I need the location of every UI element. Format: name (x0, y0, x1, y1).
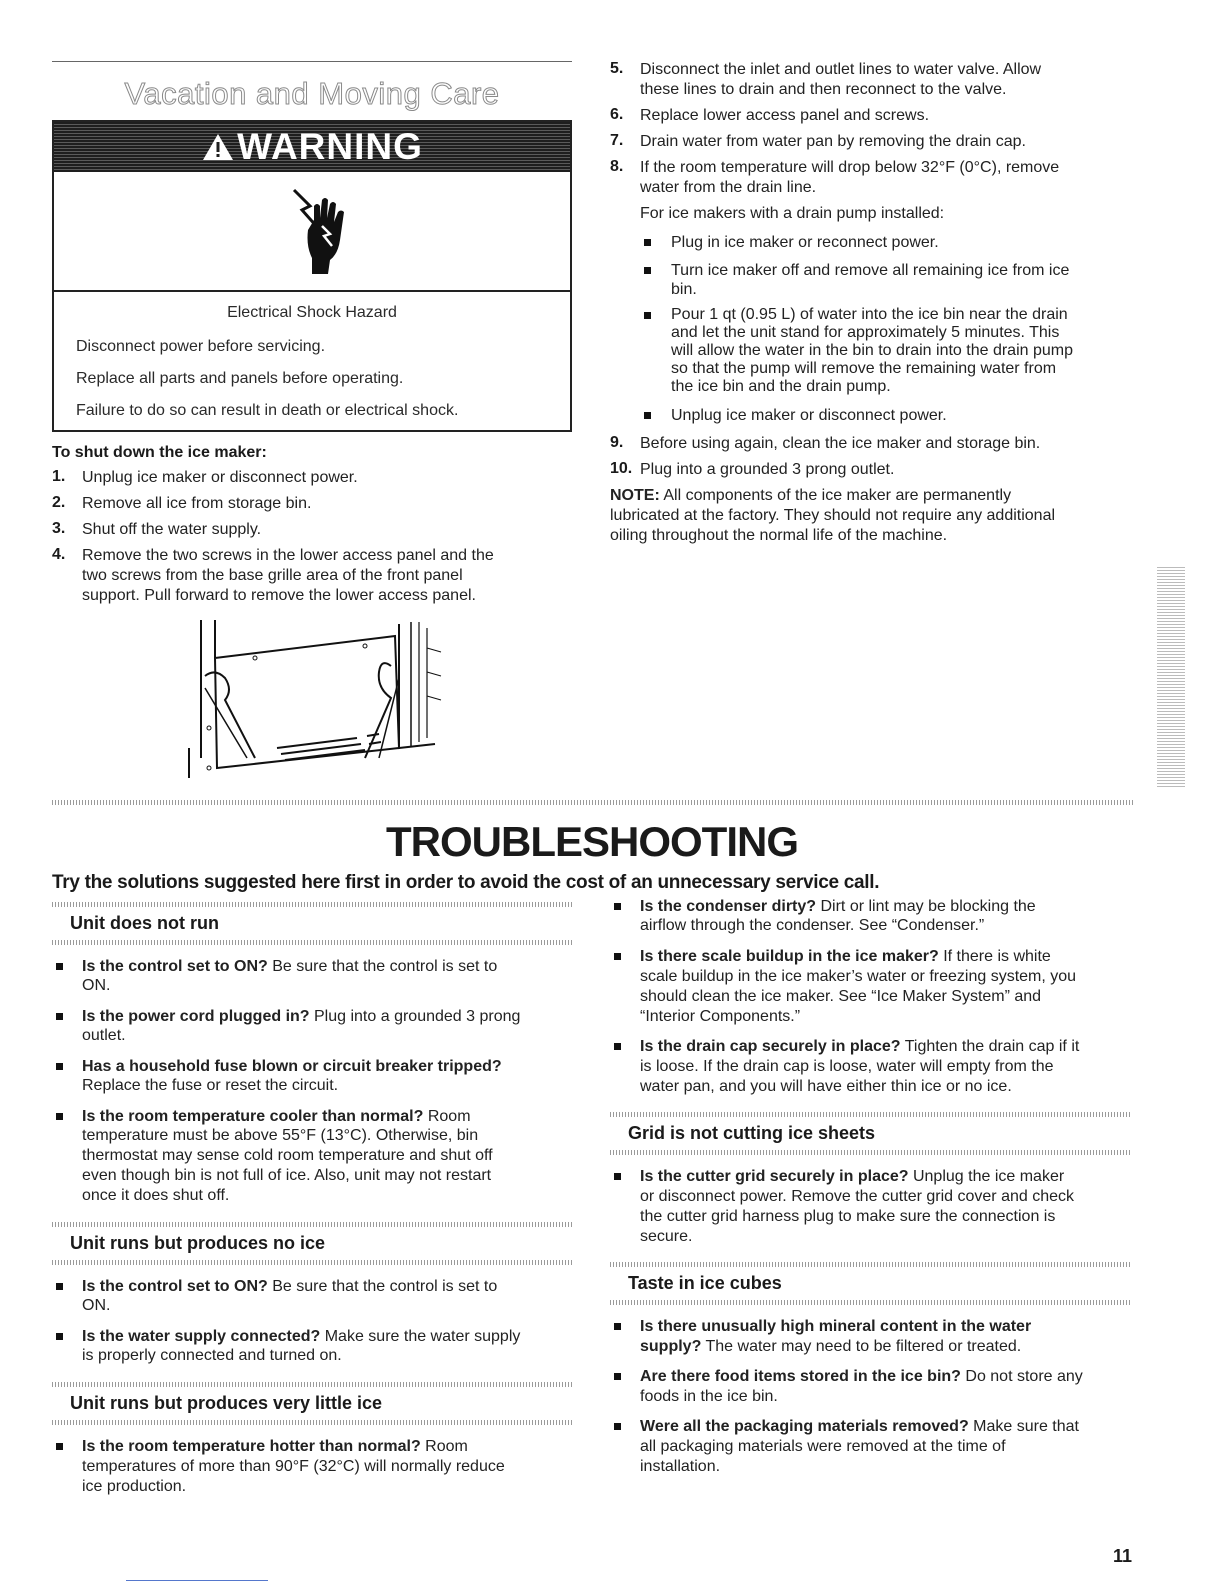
bullet-icon (56, 1283, 63, 1290)
bullet-icon (614, 1373, 621, 1380)
category-rule (52, 1382, 572, 1387)
trouble-question: Has a household fuse blown or circuit breaker tripped? (82, 1058, 502, 1075)
bullet-icon (614, 1323, 621, 1330)
category-rule (52, 1420, 572, 1425)
note-line (610, 486, 1011, 506)
bullet-icon (56, 1013, 63, 1020)
troubleshooting-title: TROUBLESHOOTING (386, 818, 798, 865)
warning-pictogram-area (54, 172, 570, 292)
page-number: 11 (1112, 1546, 1132, 1566)
trouble-answer: thermostat may sense cold room temperature and shut off (82, 1147, 493, 1164)
trouble-answer: installation. (640, 1458, 721, 1475)
bullet-icon (56, 1333, 63, 1340)
trouble-answer: If there is white (938, 948, 1051, 965)
trouble-answer: Unplug the ice maker (908, 1168, 1065, 1185)
trouble-answer: Tighten the drain cap if it (900, 1038, 1080, 1055)
trouble-answer: Be sure that the control is set to (267, 1278, 498, 1295)
trouble-question: Is the room temperature cooler than normal? (82, 1108, 424, 1125)
trouble-answer: Make sure that (968, 1418, 1079, 1435)
language-side-tab (1157, 565, 1185, 787)
trouble-answer: ON. (82, 1297, 111, 1314)
pump-bullet-text: and let the unit stand for approximately 5 minutes. This (671, 324, 1060, 341)
step-text: support. Pull forward to remove the lower access panel. (82, 587, 476, 604)
step-text: Drain water from water pan by removing the drain cap. (640, 133, 1026, 150)
trouble-answer: outlet. (82, 1027, 126, 1044)
trouble-question: Is the power cord plugged in? (82, 1008, 310, 1025)
pump-bullet-text: Unplug ice maker or disconnect power. (671, 407, 947, 424)
trouble-answer: even though bin is not full of ice. Also, unit may not restart (82, 1167, 492, 1184)
trouble-question: Is the control set to ON? (82, 1278, 268, 1295)
warning-header (54, 122, 570, 172)
bullet-icon (644, 312, 651, 319)
troubleshooting-subtitle: Try the solutions suggested here first in order to avoid the cost of an unnecessary service call. (52, 872, 880, 893)
pump-bullet-text: Pour 1 qt (0.95 L) of water into the ice bin near the drain (671, 306, 1068, 323)
trouble-item (82, 1107, 471, 1127)
step-text: Plug into a grounded 3 prong outlet. (640, 461, 895, 478)
category-rule (610, 1150, 1132, 1155)
step-text: Before using again, clean the ice maker and storage bin. (640, 435, 1041, 452)
trouble-item (640, 1037, 1079, 1057)
pump-bullet-text: so that the pump will remove the remaining water from (671, 360, 1057, 377)
step-text: water from the drain line. (640, 179, 817, 196)
category-heading: Unit runs but produces no ice (70, 1233, 326, 1253)
step-number: 1. (52, 468, 66, 485)
trouble-question: Are there food items stored in the ice bin? (640, 1368, 961, 1385)
step-text: Unplug ice maker or disconnect power. (82, 469, 358, 486)
category-rule (52, 1260, 572, 1265)
note-text: lubricated at the factory. They should not require any additional (610, 507, 1056, 524)
pump-intro: For ice makers with a drain pump installed: (640, 205, 945, 222)
warning-line-2: Replace all parts and panels before operating. (76, 370, 404, 387)
bullet-icon (644, 412, 651, 419)
trouble-question: Is the control set to ON? (82, 958, 268, 975)
bullet-icon (614, 1423, 621, 1430)
trouble-answer: Room (420, 1438, 468, 1455)
note-label: NOTE: (610, 487, 660, 504)
trouble-question: supply? (640, 1338, 702, 1355)
warning-title: WARNING (237, 126, 423, 167)
trouble-question: Is there unusually high mineral content in the water (640, 1318, 1032, 1335)
note-text: All components of the ice maker are permanently (659, 487, 1012, 504)
trouble-answer: secure. (640, 1228, 693, 1245)
warning-line-3: Failure to do so can result in death or electrical shock. (76, 402, 459, 419)
trouble-answer: or disconnect power. Remove the cutter grid cover and check (640, 1188, 1074, 1205)
bullet-icon (644, 267, 651, 274)
trouble-item (640, 897, 1036, 917)
section-title: Vacation and Moving Care (124, 76, 500, 111)
pump-bullet-text: Turn ice maker off and remove all remaining ice from ice (671, 262, 1070, 279)
trouble-item (82, 1277, 497, 1297)
bullet-icon (614, 903, 621, 910)
trouble-item (640, 1167, 1064, 1187)
step-text: these lines to drain and then reconnect to the valve. (640, 81, 1007, 98)
category-rule (610, 1262, 1132, 1267)
trouble-answer: temperature must be above 55°F (13°C). Otherwise, bin (82, 1127, 479, 1144)
bullet-icon (56, 1443, 63, 1450)
trouble-item (640, 1337, 1021, 1357)
step-number: 3. (52, 520, 66, 537)
trouble-question: Is the room temperature hotter than normal? (82, 1438, 421, 1455)
hazard-title: Electrical Shock Hazard (227, 304, 397, 321)
warning-triangle-icon (201, 132, 235, 162)
warning-box (52, 120, 572, 432)
bullet-icon (614, 953, 621, 960)
step-text: Remove all ice from storage bin. (82, 495, 312, 512)
trouble-question: Were all the packaging materials removed? (640, 1418, 969, 1435)
step-text: Disconnect the inlet and outlet lines to water valve. Allow (640, 61, 1042, 78)
trouble-item (82, 1007, 520, 1027)
trouble-answer: foods in the ice bin. (640, 1388, 778, 1405)
electrical-shock-hand-icon (284, 184, 354, 280)
trouble-answer: all packaging materials were removed at the time of (640, 1438, 1006, 1455)
step-text: Replace lower access panel and screws. (640, 107, 930, 124)
trouble-answer: Make sure the water supply (320, 1328, 521, 1345)
top-rule (52, 61, 572, 62)
pump-bullet-text: the ice bin and the drain pump. (671, 378, 891, 395)
trouble-answer: is loose. If the drain cap is loose, water will empty from the (640, 1058, 1054, 1075)
bullet-icon (614, 1173, 621, 1180)
step-text: Remove the two screws in the lower access panel and the (82, 547, 494, 564)
trouble-answer: airflow through the condenser. See “Condenser.” (640, 917, 985, 934)
trouble-item (640, 1417, 1079, 1437)
trouble-item (82, 1437, 468, 1457)
trouble-item (82, 1327, 520, 1347)
step-text: If the room temperature will drop below 32°F (0°C), remove (640, 159, 1060, 176)
bullet-icon (56, 963, 63, 970)
trouble-answer: temperatures of more than 90°F (32°C) will normally reduce (82, 1458, 505, 1475)
trouble-question: Is the drain cap securely in place? (640, 1038, 901, 1055)
trouble-answer: once it does shut off. (82, 1187, 230, 1204)
category-rule (52, 902, 572, 907)
category-heading: Unit runs but produces very little ice (70, 1393, 383, 1413)
trouble-answer: the cutter grid harness plug to make sure the connection is (640, 1208, 1056, 1225)
trouble-answer: Plug into a grounded 3 prong (309, 1008, 521, 1025)
warning-line-1: Disconnect power before servicing. (76, 338, 326, 355)
pump-bullet-text: bin. (671, 281, 697, 298)
trouble-answer: water pan, and you will have either thin ice or no ice. (640, 1078, 1012, 1095)
pump-bullet-text: will allow the water in the bin to drain into the drain pump (671, 342, 1073, 359)
section-divider (52, 800, 1134, 805)
category-heading: Unit does not run (70, 913, 219, 933)
trouble-answer: should clean the ice maker. See “Ice Maker System” and (640, 988, 1042, 1005)
trouble-question: Is the water supply connected? (82, 1328, 321, 1345)
trouble-answer: Replace the fuse or reset the circuit. (82, 1077, 339, 1094)
step-number: 10. (610, 460, 633, 477)
trouble-answer: scale buildup in the ice maker’s water or freezing system, you (640, 968, 1077, 985)
step-number: 8. (610, 158, 624, 175)
trouble-answer: The water may need to be filtered or treated. (701, 1338, 1022, 1355)
trouble-item (640, 947, 1051, 967)
trouble-item (640, 1367, 1083, 1387)
category-heading: Grid is not cutting ice sheets (628, 1123, 876, 1143)
trouble-answer: Do not store any (960, 1368, 1083, 1385)
shutdown-heading: To shut down the ice maker: (52, 444, 267, 461)
footer-rule (126, 1580, 268, 1581)
category-heading: Taste in ice cubes (628, 1273, 782, 1293)
step-text: Shut off the water supply. (82, 521, 262, 538)
step-number: 7. (610, 132, 624, 149)
category-rule (52, 1222, 572, 1227)
trouble-answer: Room (423, 1108, 471, 1125)
bullet-icon (614, 1043, 621, 1050)
step-number: 6. (610, 106, 624, 123)
trouble-answer: “Interior Components.” (640, 1008, 801, 1025)
access-panel-removal-illustration (185, 618, 445, 778)
step-text: two screws from the base grille area of the front panel (82, 567, 463, 584)
step-number: 4. (52, 546, 66, 563)
trouble-answer: Be sure that the control is set to (267, 958, 498, 975)
step-number: 9. (610, 434, 624, 451)
step-number: 2. (52, 494, 66, 511)
trouble-answer: is properly connected and turned on. (82, 1347, 342, 1364)
bullet-icon (56, 1113, 63, 1120)
trouble-question: Is there scale buildup in the ice maker? (640, 948, 939, 965)
trouble-answer: ON. (82, 977, 111, 994)
trouble-question: Is the condenser dirty? (640, 898, 817, 915)
category-rule (610, 1300, 1132, 1305)
note-text: oiling throughout the normal life of the machine. (610, 527, 948, 544)
trouble-answer: Dirt or lint may be blocking the (816, 898, 1036, 915)
bullet-icon (56, 1063, 63, 1070)
category-rule (52, 940, 572, 945)
category-rule (610, 1112, 1132, 1117)
step-number: 5. (610, 60, 624, 77)
pump-bullet-text: Plug in ice maker or reconnect power. (671, 234, 939, 251)
bullet-icon (644, 239, 651, 246)
trouble-item (82, 957, 497, 977)
trouble-question: Is the cutter grid securely in place? (640, 1168, 909, 1185)
trouble-answer: ice production. (82, 1478, 187, 1495)
